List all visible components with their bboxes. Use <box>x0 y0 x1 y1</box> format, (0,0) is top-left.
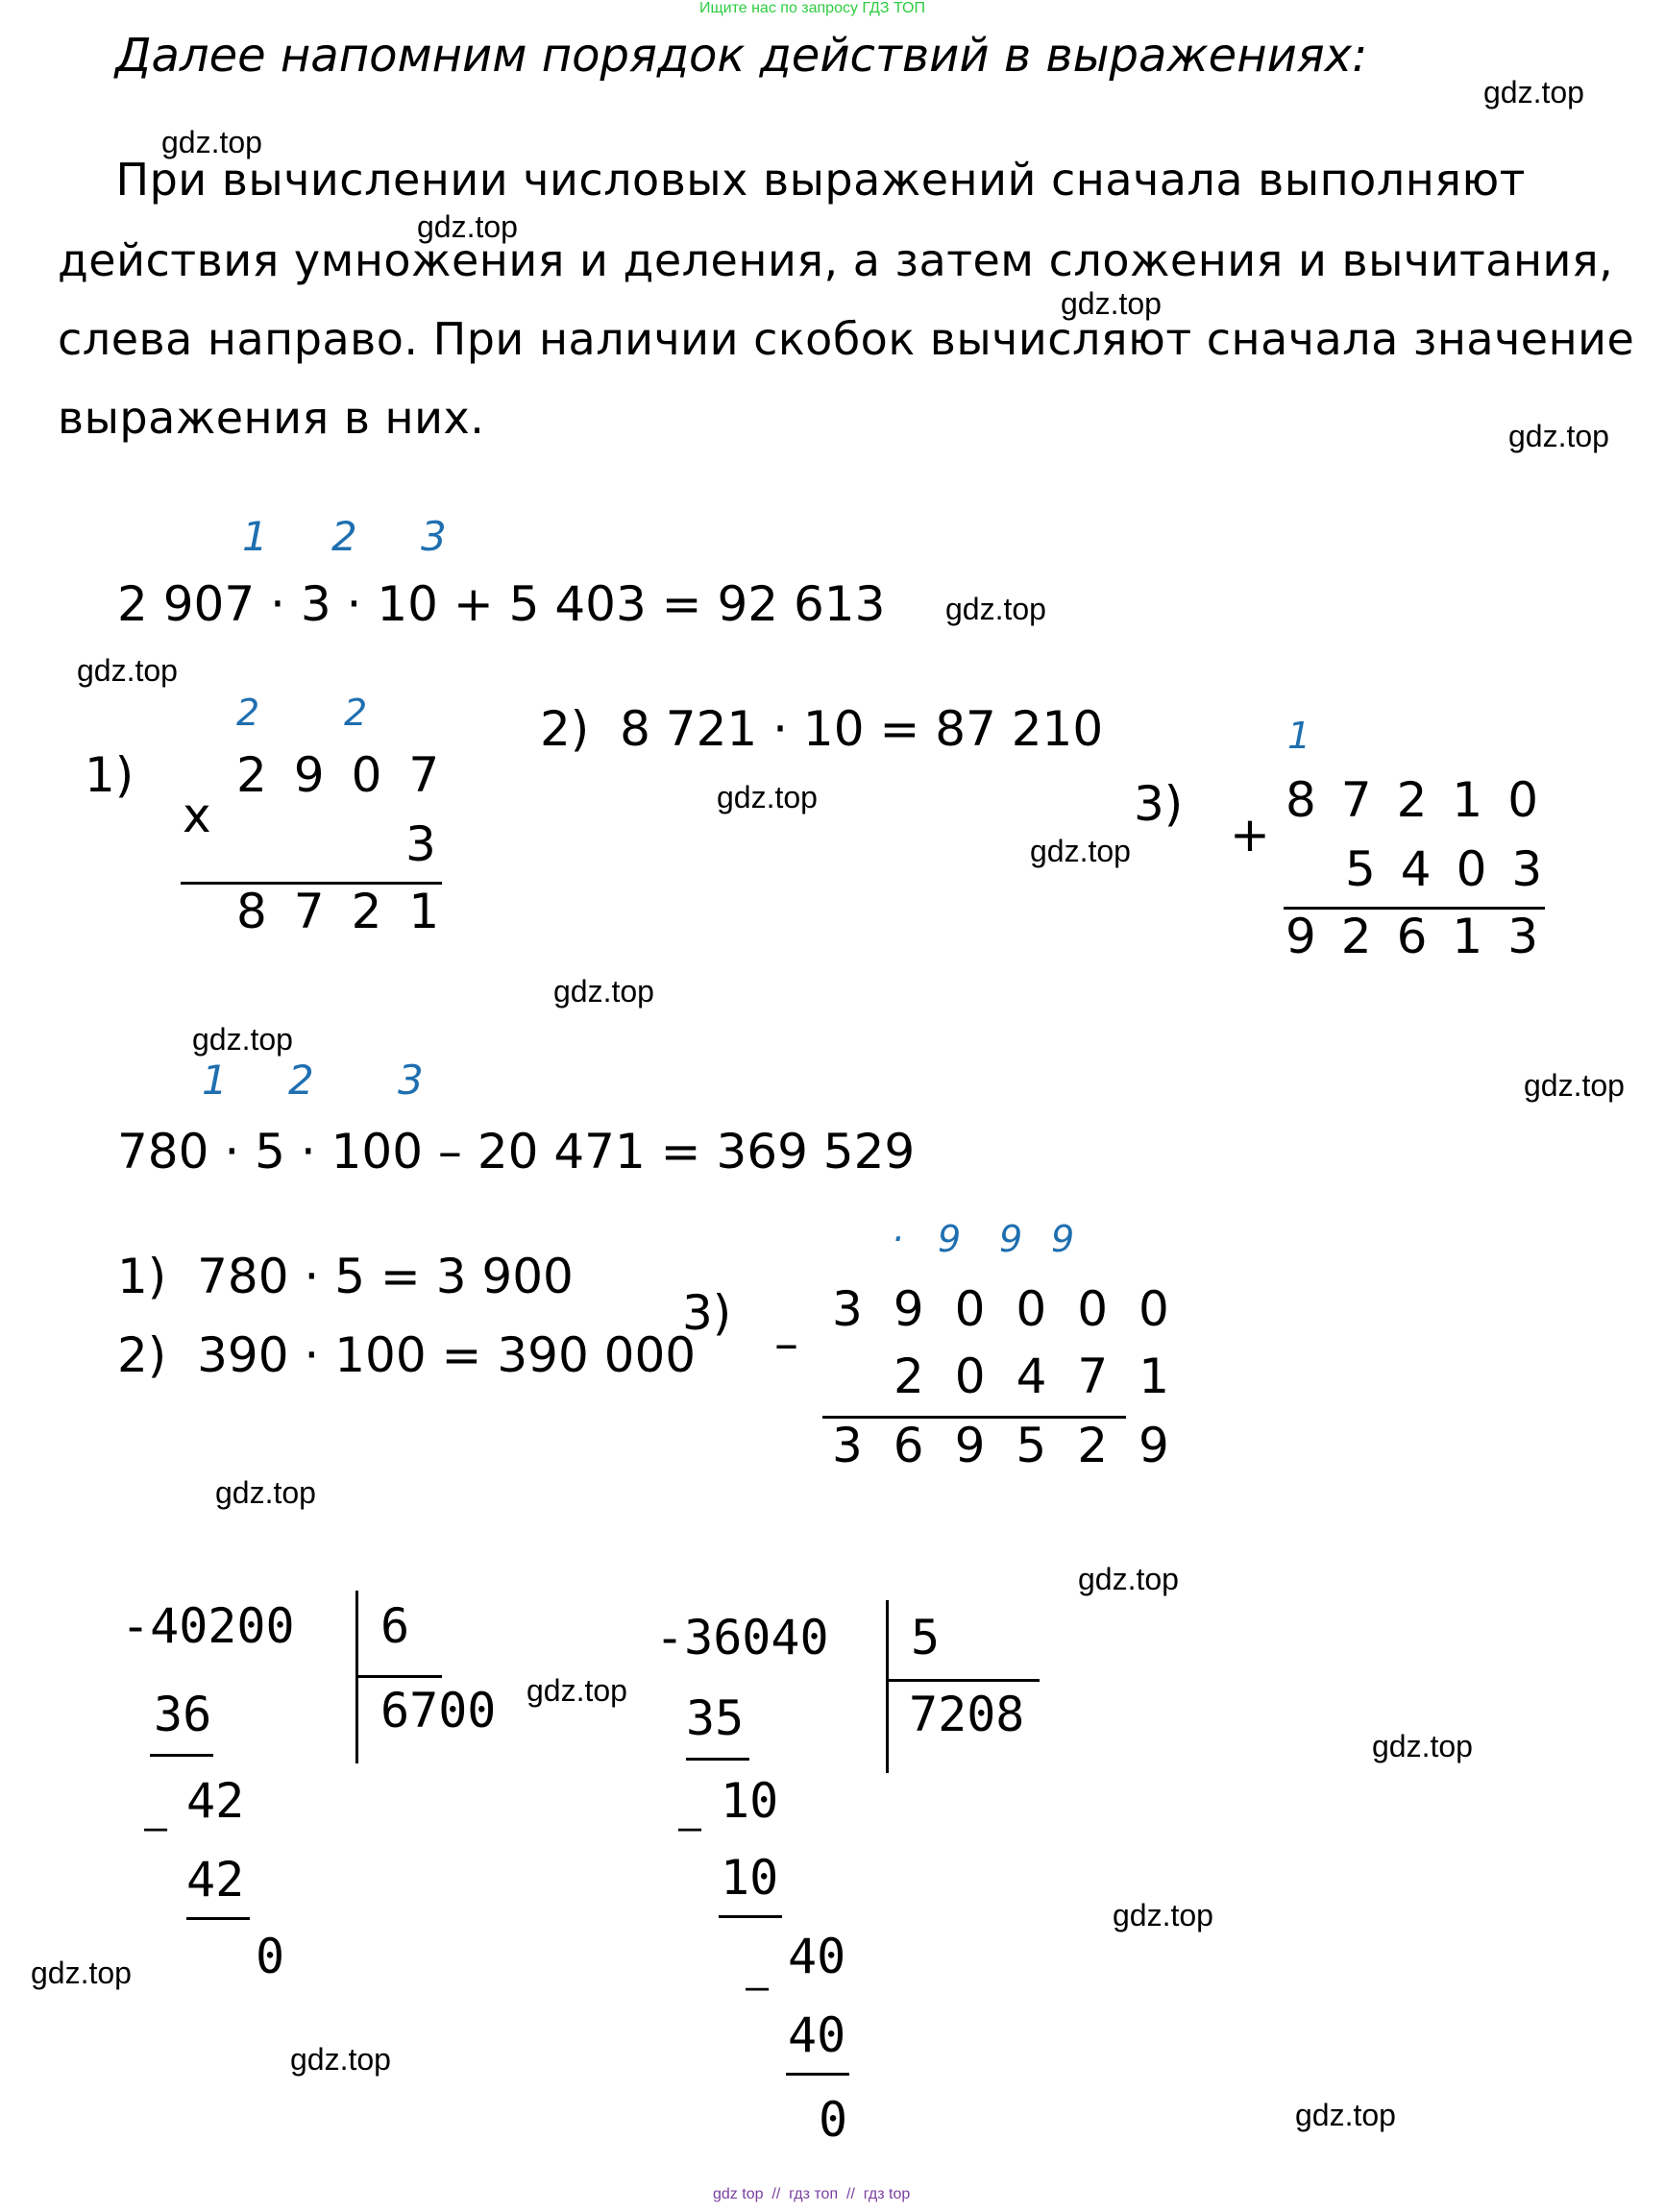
step1-label: 1) <box>85 747 135 803</box>
division1-row: 42 <box>186 1852 245 1908</box>
division2-divisor: 5 <box>911 1610 941 1665</box>
site-watermark: gdz.top <box>1295 2098 1396 2132</box>
theory-line-2: действия умножения и деления, а затем сложения и вычитания, <box>58 234 1614 286</box>
order-mark-3: 3 <box>398 1057 424 1104</box>
division2-row: 40 <box>788 2007 846 2063</box>
task1-expression: 2 907 · 3 · 10 + 5 403 = 92 613 <box>117 576 886 632</box>
plus-sign: + <box>1230 807 1270 863</box>
site-watermark: gdz.top <box>1372 1729 1473 1763</box>
division2-row: 40 <box>788 1929 846 1984</box>
division1-bar <box>355 1675 442 1678</box>
division2-dividend: -36040 <box>655 1610 829 1665</box>
order-mark-1: 1 <box>242 513 268 560</box>
order-mark-2: 2 <box>331 513 357 560</box>
site-watermark: gdz.top <box>945 592 1046 626</box>
bottom-watermark: gdz top // гдз топ // гдз top <box>713 2186 911 2202</box>
division2-bar <box>886 1679 1040 1682</box>
division2-row: 10 <box>721 1773 779 1829</box>
division2-row: 0 <box>819 2092 848 2148</box>
task1-step2: 2) 8 721 · 10 = 87 210 <box>540 701 1104 757</box>
top-watermark: Ищите нас по запросу ГДЗ ТОП <box>699 0 925 16</box>
division2-vertical-bar <box>886 1600 889 1773</box>
site-watermark: gdz.top <box>553 974 654 1009</box>
theory-line-4: выражения в них. <box>58 392 485 444</box>
mult-bottom-number: 3 <box>405 816 463 872</box>
mult-result: 8721 <box>236 884 467 939</box>
site-watermark: gdz.top <box>215 1475 316 1510</box>
division2-underline <box>786 2073 849 2076</box>
division1-row: 0 <box>256 1929 285 1984</box>
step3-label: 3) <box>682 1285 732 1341</box>
sub-top-number: 390000 <box>832 1281 1200 1337</box>
borrow-mark: 9 <box>938 1218 962 1260</box>
site-watermark: gdz.top <box>1061 286 1162 321</box>
borrow-mark: 9 <box>1051 1218 1075 1260</box>
site-watermark: gdz.top <box>417 209 518 244</box>
site-watermark: gdz.top <box>31 1956 132 1990</box>
minus-sign: – <box>774 1316 798 1372</box>
division2-minus: – <box>746 1965 770 2009</box>
mult-top-number: 2907 <box>236 747 467 803</box>
order-mark-1: 1 <box>202 1057 228 1104</box>
carry-digit: 1 <box>1287 715 1311 757</box>
carry-digit: 2 <box>236 692 260 734</box>
division1-underline <box>186 1917 250 1920</box>
division1-row: 36 <box>154 1687 212 1742</box>
borrow-mark: 9 <box>999 1218 1023 1260</box>
division2-minus: – <box>678 1806 702 1850</box>
division2-underline <box>719 1915 782 1918</box>
site-watermark: gdz.top <box>526 1673 627 1708</box>
site-watermark: gdz.top <box>290 2042 391 2077</box>
site-watermark: gdz.top <box>77 653 178 688</box>
division1-divisor: 6 <box>380 1598 410 1654</box>
sub-bottom-number: 20471 <box>894 1349 1201 1404</box>
borrow-mark: · <box>892 1218 904 1260</box>
add-top-number: 87210 <box>1285 772 1564 828</box>
task2-step1: 1) 780 · 5 = 3 900 <box>117 1249 574 1304</box>
sub-result: 369529 <box>832 1418 1200 1473</box>
division2-quotient: 7208 <box>909 1687 1025 1742</box>
site-watermark: gdz.top <box>1030 834 1131 868</box>
theory-line-3: слева направо. При наличии скобок вычисляют сначала значение <box>58 313 1635 365</box>
step3-label: 3) <box>1134 776 1184 832</box>
task2-step2: 2) 390 · 100 = 390 000 <box>117 1327 697 1383</box>
add-result: 92613 <box>1285 909 1564 964</box>
task2-expression: 780 · 5 · 100 – 20 471 = 369 529 <box>117 1124 916 1179</box>
site-watermark: gdz.top <box>1113 1898 1213 1932</box>
division2-underline <box>686 1758 749 1761</box>
order-mark-2: 2 <box>288 1057 314 1104</box>
division2-row: 10 <box>721 1850 779 1906</box>
site-watermark: gdz.top <box>161 125 262 159</box>
site-watermark: gdz.top <box>192 1022 293 1057</box>
theory-title: Далее напомним порядок действий в выражениях: <box>115 29 1368 83</box>
division1-row: 42 <box>186 1773 245 1829</box>
order-mark-3: 3 <box>421 513 447 560</box>
multiply-sign: x <box>183 788 211 843</box>
site-watermark: gdz.top <box>717 780 818 814</box>
carry-digit: 2 <box>344 692 368 734</box>
site-watermark: gdz.top <box>1508 419 1609 453</box>
division2-row: 35 <box>686 1690 745 1746</box>
site-watermark: gdz.top <box>1524 1068 1625 1103</box>
site-watermark: gdz.top <box>1483 75 1584 109</box>
add-bottom-number: 5403 <box>1345 841 1568 897</box>
division1-dividend: -40200 <box>121 1598 295 1654</box>
theory-line-1: При вычислении числовых выражений сначала выполняют <box>58 154 1526 206</box>
division1-minus: – <box>144 1806 168 1850</box>
division1-quotient: 6700 <box>380 1683 497 1738</box>
site-watermark: gdz.top <box>1078 1562 1179 1596</box>
division1-underline <box>150 1754 213 1757</box>
